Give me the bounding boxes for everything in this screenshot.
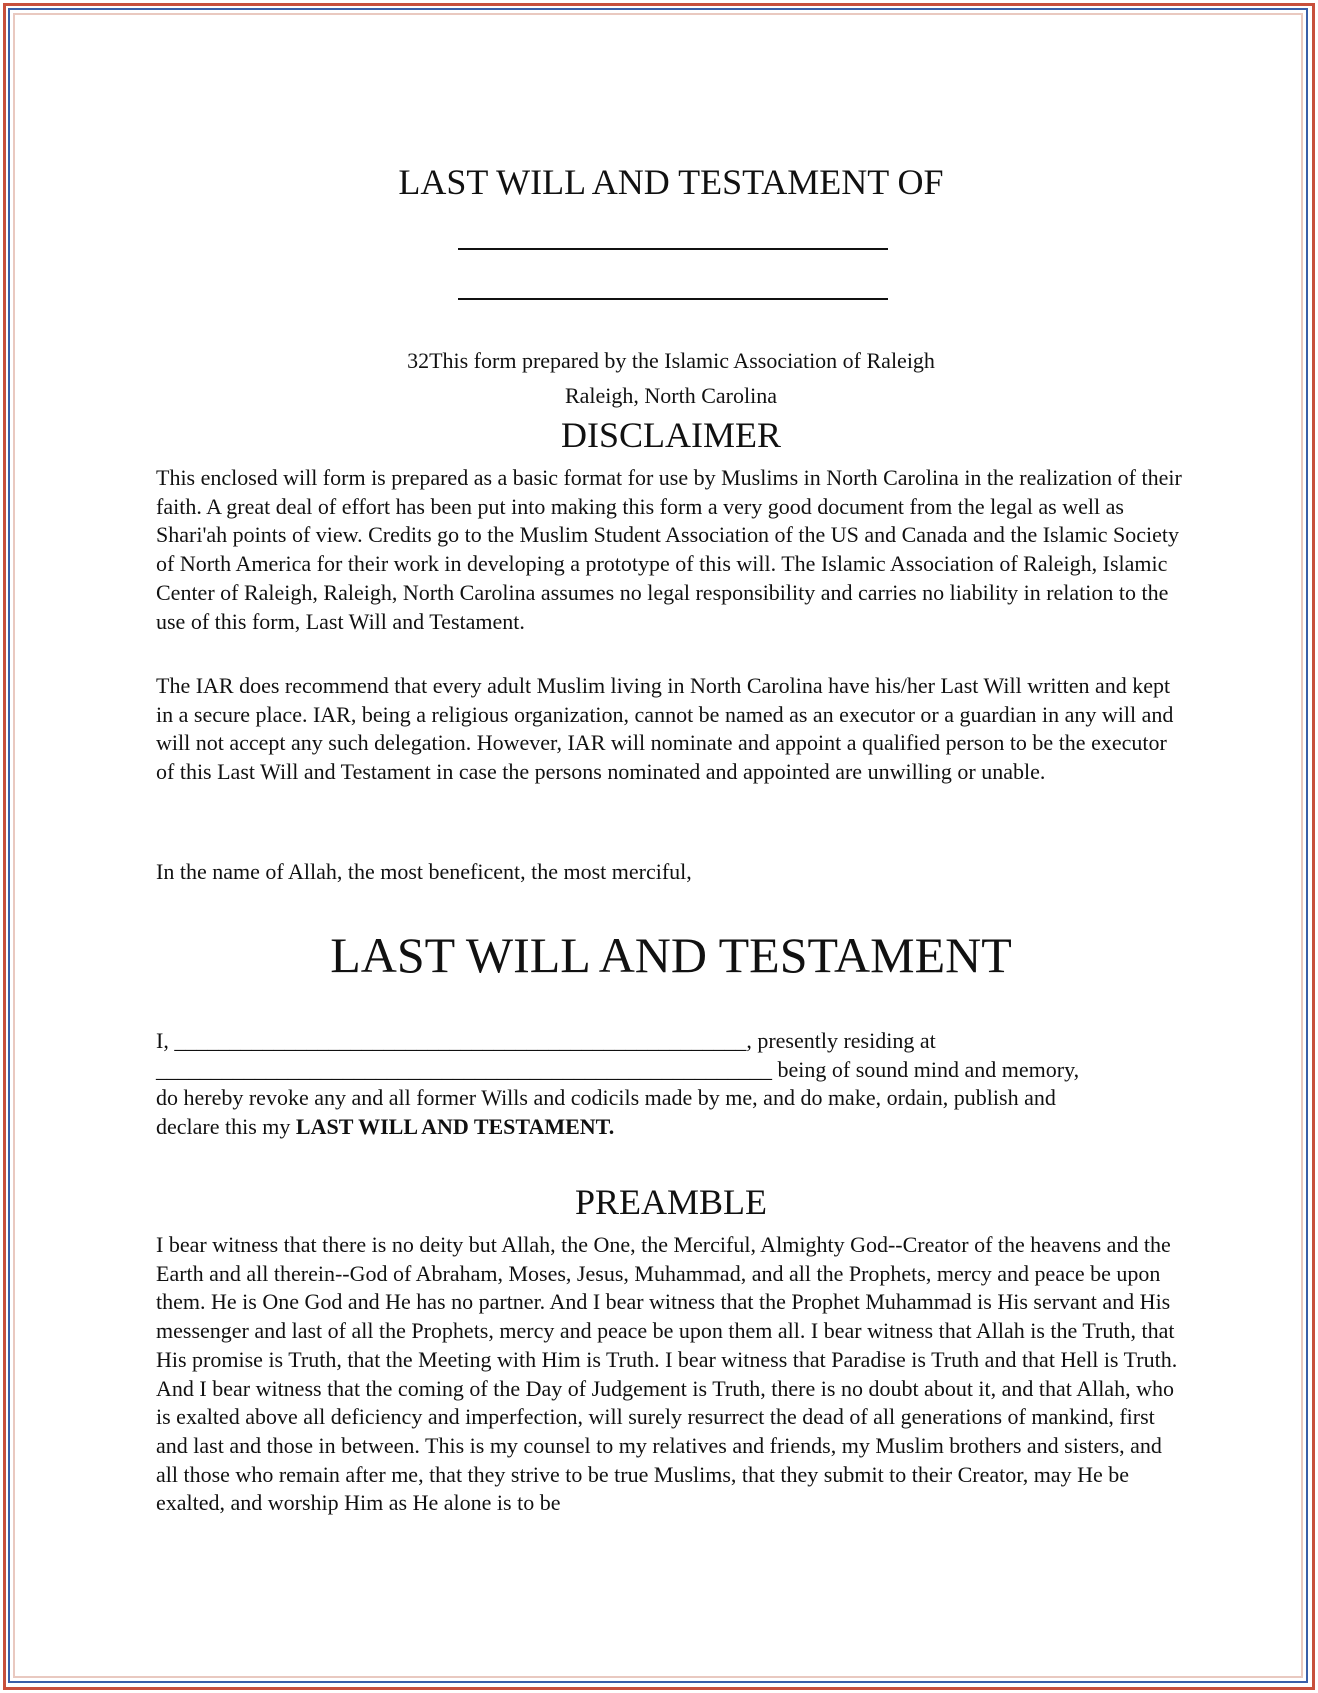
preamble-heading: PREAMBLE <box>574 1182 768 1222</box>
declaration-block <box>156 1027 1186 1142</box>
preamble-text: I bear witness that there is no deity but Allah, the One, the Merciful, Almighty God--Creator of the heavens and the Earth and all therein--God of Abraham, Moses, Jesus, Muhammad, and all the Prophets, mercy and peace be upon them. He is One God and He has no partner. And I bear witness that the Prophet Muhammad is His servant and His messenger and last of all the Prophets, mercy and peace be upon them all. I bear witness that Allah is the Truth, that His promise is Truth, that the Meeting with Him is Truth. I bear witness that Paradise is Truth and that Hell is Truth. And I bear witness that the coming of the Day of Judgement is Truth, there is no doubt about it, and that Allah, who is exalted above all deficiency and imperfection, will surely resurrect the dead of all generations of mankind, first and last and those in between. This is my counsel to my relatives and friends, my Muslim brothers and sisters, and all those who remain after me, that they strive to be true Muslims, that they submit to their Creator, may He be exalted, and worship Him as He alone is to be <box>156 1232 1178 1516</box>
document-title: LAST WILL AND TESTAMENT OF <box>398 162 944 202</box>
declaration-line-1: I, ____________________________________________________, presently residing at <box>156 1028 936 1053</box>
main-title: LAST WILL AND TESTAMENT <box>330 927 1012 983</box>
prepared-by-block <box>156 343 1186 413</box>
declaration-line-4-prefix: declare this my <box>156 1114 296 1140</box>
prepared-by-text: 32This form prepared by the Islamic Association of Raleigh <box>407 348 935 373</box>
declaration-line-4 <box>156 1113 1186 1142</box>
name-blank-line-1 <box>458 248 888 250</box>
disclaimer-paragraph-2: The IAR does recommend that every adult Muslim living in North Carolina have his/her Last Will written and kept in a secure place. IAR, being a religious organization, cannot be named as an executor or a guardian in any will and will not accept any such delegation. However, IAR will nominate and appoint a qualified person to be the executor of this Last Will and Testament in case the persons nominated and appointed are unwilling or unable. <box>156 673 1174 785</box>
prepared-location-text: Raleigh, North Carolina <box>564 383 777 408</box>
declaration-line-2: ________________________________________________________ being of sound mind and memory, <box>156 1056 1080 1082</box>
declaration-line-4-bold: LAST WILL AND TESTAMENT. <box>295 1114 615 1140</box>
disclaimer-paragraph-1: This enclosed will form is prepared as a basic format for use by Muslims in North Carolina in the realization of their faith. A great deal of effort has been put into making this form a very good document from the legal as well as Shari'ah points of view. Credits go to the Muslim Student Association of the US and Canada and the Islamic Society of North America for their work in developing a prototype of this will. The Islamic Association of Raleigh, Islamic Center of Raleigh, Raleigh, North Carolina assumes no legal responsibility and carries no liability in relation to the use of this form, Last Will and Testament. <box>156 465 1182 634</box>
declaration-line-3: do hereby revoke any and all former Wills and codicils made by me, and do make, ordain, publish and <box>156 1085 1056 1111</box>
name-blank-line-2 <box>458 298 888 300</box>
disclaimer-heading: DISCLAIMER <box>560 415 781 455</box>
invocation-text: In the name of Allah, the most beneficent, the most merciful, <box>156 859 692 884</box>
